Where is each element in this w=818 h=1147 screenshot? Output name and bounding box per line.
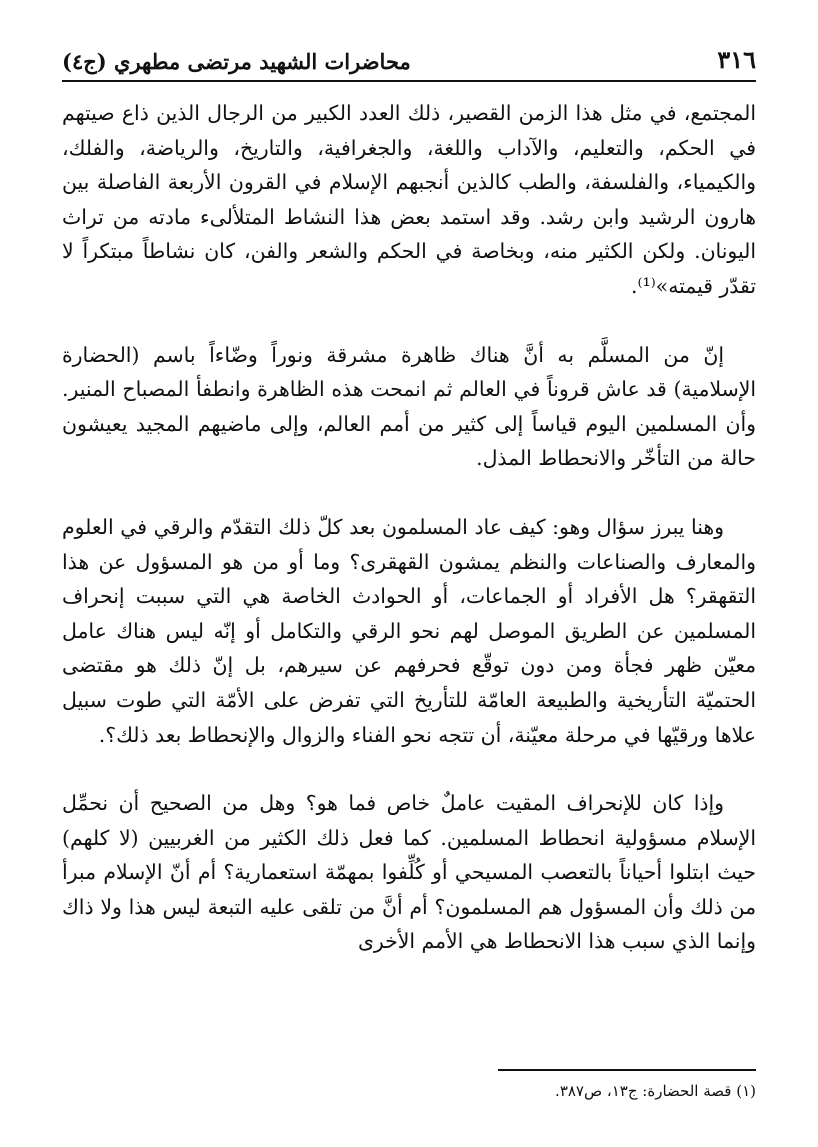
body-text (62, 96, 756, 993)
paragraph-2: إنّ من المسلَّم به أنَّ هناك ظاهرة مشرقة ونوراً وضّاءاً باسم (الحضارة الإسلامية) قد عاش قروناً في العالم ثم انمحت هذه الظاهرة وانطفأ المصباح المنير. وأن المسلمين اليوم قياساً إلى كثير من أمم العالم، وإلى ماضيهم المجيد يعيشون حالة من التأخّر والانحطاط المذل. (62, 342, 756, 471)
running-title: محاضرات الشهيد مرتضى مطهري (ج٤) (62, 49, 411, 74)
paragraph-1: المجتمع، في مثل هذا الزمن القصير، ذلك العدد الكبير من الرجال الذين ذاع صيتهم في الحكم، والتعليم، والآداب واللغة، والجغرافية، والتاريخ، والرياضة، والفلك، والكيمياء، والفلسفة، والطب كالذين أنجبهم الإسلام في القرون الأربعة الفاصلة بين هارون الرشيد وابن رشد. وقد استمد بعض هذا النشاط المتلألىء مادته من تراث اليونان. ولكن الكثير منه، وبخاصة في الحكم والشعر والفن، كان نشاطاً مبتكراً لا تقدّر قيمته»⁽¹⁾. (62, 101, 756, 298)
footnote: (١) قصة الحضارة: ج١٣، ص٣٨٧. (555, 1082, 756, 1100)
page-number: ٣١٦ (717, 45, 756, 74)
paragraph-3: وهنا يبرز سؤال وهو: كيف عاد المسلمون بعد كلّ ذلك التقدّم والرقي في العلوم والمعارف والصناعات والنظم يمشون القهقرى؟ وما أو من هو المسؤول عن هذا التقهقر؟ هل الأفراد أو الجماعات، أو الحوادث الخاصة هي التي سببت إنحراف المسلمين عن الطريق الموصل لهم نحو الرقي والتكامل أو إنّه ليس هناك عامل معيّن ظهر فجأة ومن دون توقّع فحرفهم عن سيرهم، بل إنّ ذلك هو مقتضى الحتميّة التأريخية والطبيعة العامّة للتأريخ التي تفرض على الأمّة التي طوت سبيل علاها ورقيّها في مرحلة معيّنة، أن تتجه نحو الفناء والزوال والإنحطاط بعد ذلك؟. (62, 514, 756, 747)
page-header (62, 30, 756, 82)
paragraph-4: وإذا كان للإنحراف المقيت عاملٌ خاص فما هو؟ وهل من الصحيح أن نحمِّل الإسلام مسؤولية انحطاط المسلمين. كما فعل ذلك الكثير من الغربيين (لا كلهم) حيث ابتلوا أحياناً بالتعصب المسيحي أو كُلِّفوا بمهمّة استعمارية؟ أم أنّ الإسلام مبرأ من ذلك وأن المسؤول هم المسلمون؟ أم أنَّ من تلقى عليه التبعة ليس هذا ولا ذاك وإنما الذي سبب هذا الانحطاط هي الأمم الأخرى (62, 791, 756, 954)
footnote-divider (498, 1069, 756, 1071)
